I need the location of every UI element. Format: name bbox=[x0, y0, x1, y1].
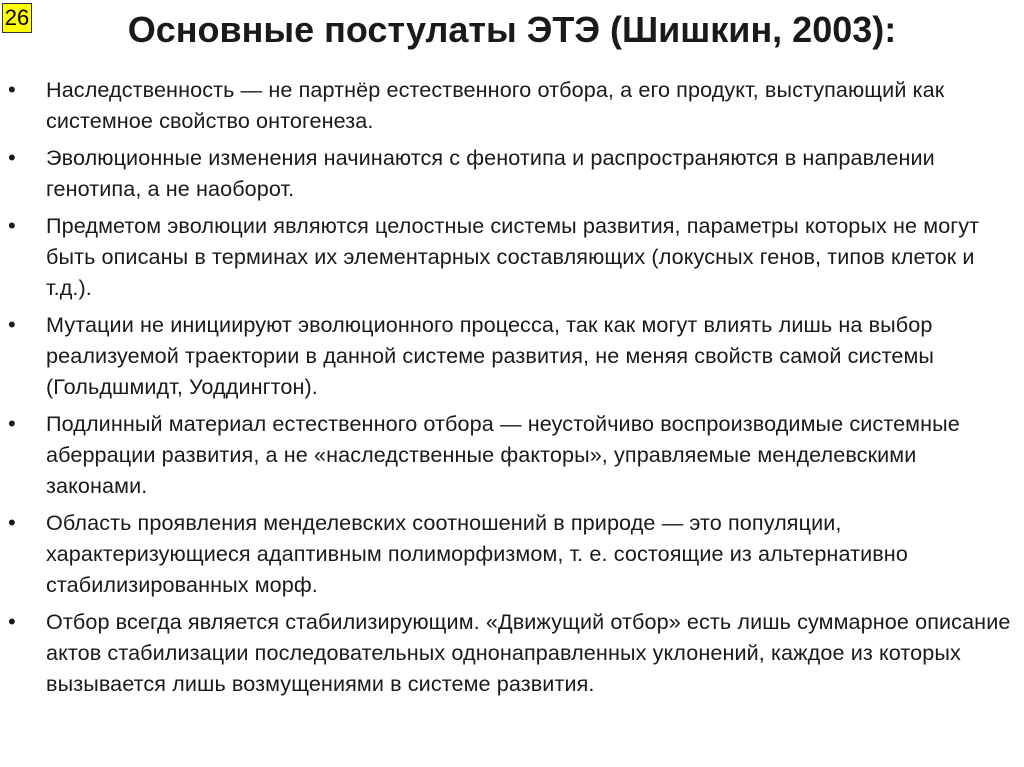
list-item-text: Подлинный материал естественного отбора — неустойчиво воспроизводимые системные аберрации развития, а не «наследственные факторы», управляемые менделевскими законами. bbox=[46, 411, 960, 498]
list-item bbox=[0, 309, 1024, 402]
bullet-icon: • bbox=[8, 312, 16, 337]
list-item bbox=[0, 507, 1024, 600]
bullet-icon: • bbox=[8, 213, 16, 238]
list-item-text: Предметом эволюции являются целостные системы развития, параметры которых не могут быть описаны в терминах их элементарных составляющих (локусных генов, типов клеток и т.д.). bbox=[46, 213, 980, 300]
list-item-text: Мутации не инициируют эволюционного процесса, так как могут влиять лишь на выбор реализуемой траектории в данной системе развития, не меняя свойств самой системы (Гольдшмидт, Уоддингтон). bbox=[46, 312, 935, 399]
list-item-text: Отбор всегда является стабилизирующим. «Движущий отбор» есть лишь суммарное описание актов стабилизации последовательных однонаправленных уклонений, каждое из которых вызывается лишь возмущениями в системе развития. bbox=[46, 609, 1011, 696]
list-item bbox=[0, 74, 1024, 136]
slide-number-badge: 26 bbox=[2, 3, 32, 33]
list-item-text: Эволюционные изменения начинаются с фенотипа и распространяются в направлении генотипа, а не наоборот. bbox=[46, 145, 935, 201]
list-item bbox=[0, 210, 1024, 303]
postulates-list bbox=[0, 74, 1024, 705]
bullet-icon: • bbox=[8, 510, 16, 535]
list-item bbox=[0, 142, 1024, 204]
slide-title: Основные постулаты ЭТЭ (Шишкин, 2003): bbox=[127, 9, 897, 50]
list-item bbox=[0, 606, 1024, 699]
bullet-icon: • bbox=[8, 145, 16, 170]
bullet-icon: • bbox=[8, 609, 16, 634]
bullet-icon: • bbox=[8, 411, 16, 436]
bullet-icon: • bbox=[8, 77, 16, 102]
list-item-text: Область проявления менделевских соотношений в природе — это популяции, характеризующиеся адаптивным полиморфизмом, т. е. состоящие из альтернативно стабилизированных морф. bbox=[46, 510, 908, 597]
list-item bbox=[0, 408, 1024, 501]
list-item-text: Наследственность — не партнёр естественного отбора, а его продукт, выступающий как системное свойство онтогенеза. bbox=[46, 77, 945, 133]
